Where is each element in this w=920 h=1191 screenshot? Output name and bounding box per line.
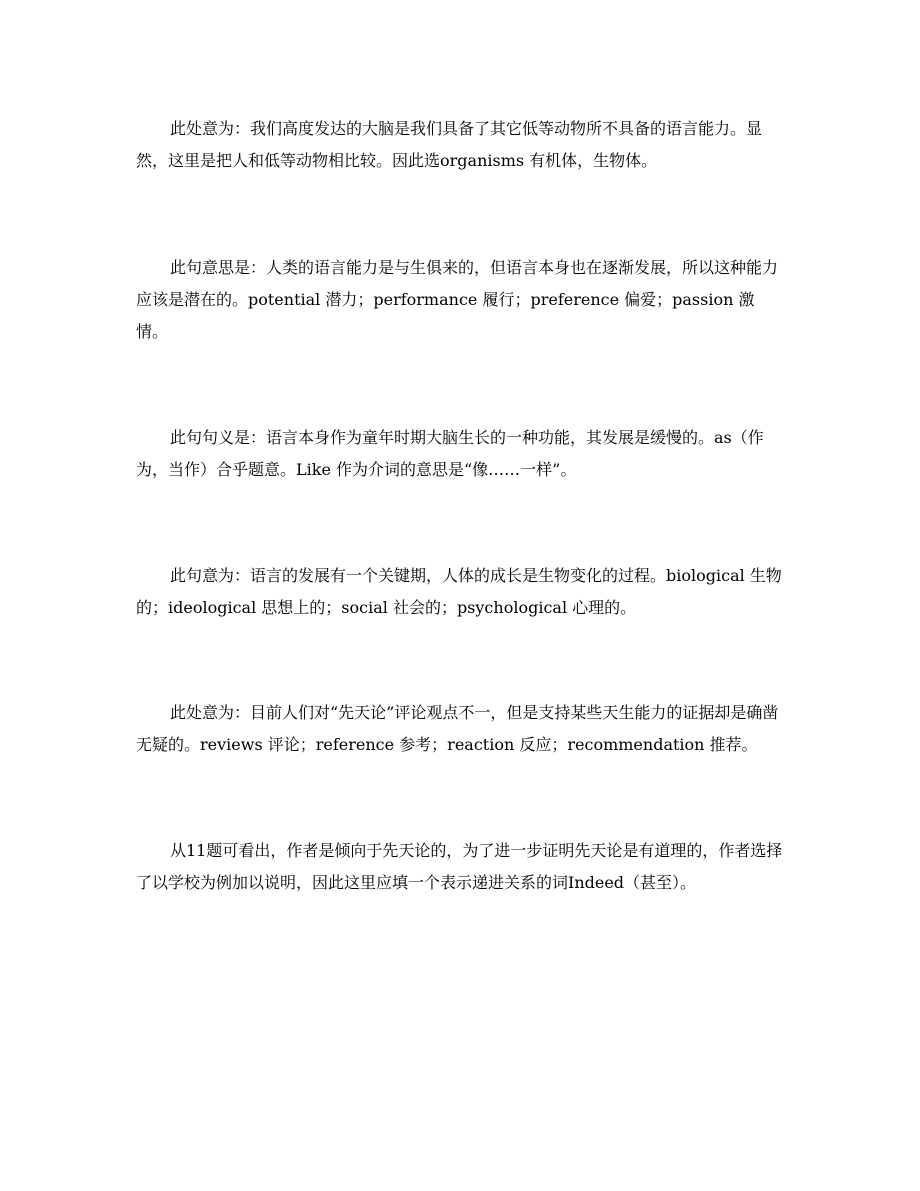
explanation-paragraph-2: 此句意思是：人类的语言能力是与生俱来的，但语言本身也在逐渐发展，所以这种能力应该是潜在的。potential 潜力；performance 履行；preference 偏爱；passion 激情。 <box>136 258 779 341</box>
explanation-paragraph-4: 此句意为：语言的发展有一个关键期，人体的成长是生物变化的过程。biological 生物的；ideological 思想上的；social 社会的；psychological 心理的。 <box>136 566 782 617</box>
explanation-paragraph-5: 此处意为：目前人们对“先天论”评论观点不一，但是支持某些天生能力的证据却是确凿无疑的。reviews 评论；reference 参考；reaction 反应；recommendation 推荐。 <box>136 703 779 754</box>
explanation-paragraph-6: 从11题可看出，作者是倾向于先天论的，为了进一步证明先天论是有道理的，作者选择了以学校为例加以说明，因此这里应填一个表示递进关系的词Indeed（甚至）。 <box>136 841 783 892</box>
explanation-paragraph-3: 此句句义是：语言本身作为童年时期大脑生长的一种功能，其发展是缓慢的。as（作为，当作）合乎题意。Like 作为介词的意思是“像……一样”。 <box>136 428 764 479</box>
explanation-paragraph-1: 此处意为：我们高度发达的大脑是我们具备了其它低等动物所不具备的语言能力。显然，这里是把人和低等动物相比较。因此选organisms 有机体，生物体。 <box>136 119 763 170</box>
